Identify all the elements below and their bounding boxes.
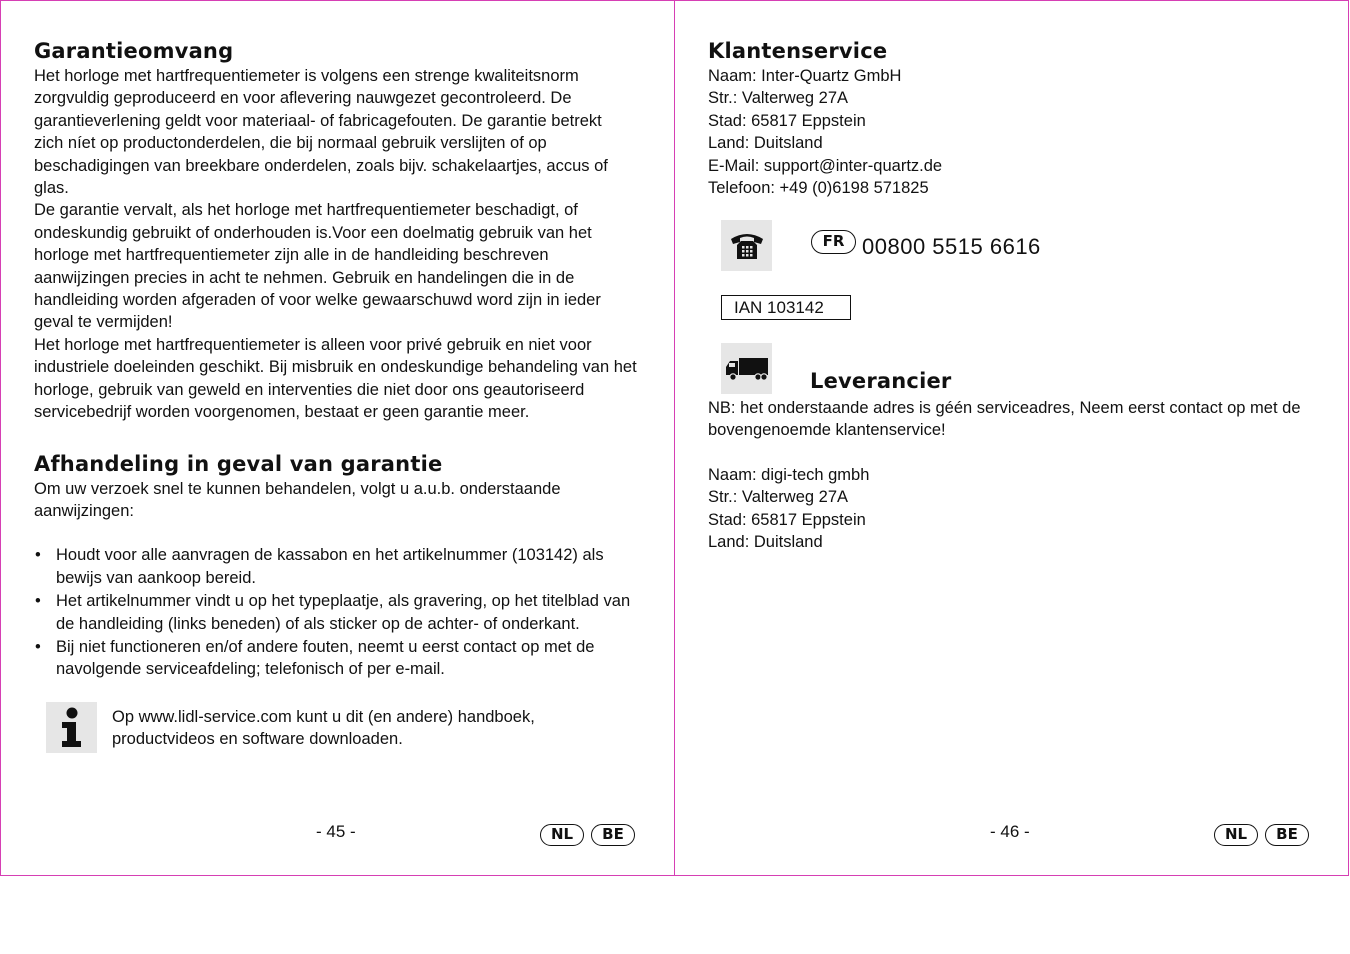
ian-number: IAN 103142 (721, 295, 851, 320)
paragraph-private-use: Het horloge met hartfrequentiemeter is alleen voor privé gebruik en niet voor industriele doeleinden geschikt. Bij misbruik en ondeskundige behandeling van het horloge, gebruik van geweld en interventies die niet door ons geautoriseerd servicebedrijf worden voorgenomen, bestaat er geen garantie meer. (34, 335, 637, 422)
left-page (0, 0, 675, 876)
truck-icon (721, 343, 772, 394)
heading-leverancier: Leverancier (810, 369, 952, 393)
country-badge-fr: FR (811, 230, 856, 254)
paragraph-warranty-void: De garantie vervalt, als het horloge met hartfrequentiemeter beschadigt, of ondeskundig gebruikt of onderhouden is.Voor een doelmatig gebruik van het horloge met hartfrequentiemeter zijn alle in de handleiding beschreven aanwijzingen precies in acht te nehmen. Gebruik en handelingen die in de handleiding worden afgeraden of voor welke gewaarschuwd word zijn in ieder geval te vermijden! (34, 201, 601, 332)
heading-garantieomvang: Garantieomvang (34, 39, 234, 63)
bullet-icon: • (35, 592, 41, 611)
page-number: - 46 - (990, 822, 1030, 841)
country-badge-be: BE (591, 824, 635, 846)
page-number: - 45 - (316, 822, 356, 841)
list-item: • Het artikelnummer vindt u op het typeplaatje, als gravering, op het titelblad van de handleiding (links beneden) of als sticker op de achter- of onderkant. (35, 592, 631, 633)
country-badge-nl: NL (540, 824, 584, 846)
list-item: • Houdt voor alle aanvragen de kassabon en het artikelnummer (103142) als bewijs van aankoop bereid. (35, 546, 604, 587)
heading-klantenservice: Klantenservice (708, 39, 888, 63)
list-item: • Bij niet functioneren en/of andere fouten, neemt u eerst contact op met de navolgende serviceafdeling; telefonisch of per e-mail. (35, 637, 595, 679)
supplier-note: NB: het onderstaande adres is géén serviceadres, Neem eerst contact op met de bovengenoemde klantenservice! (708, 399, 1301, 440)
telephone-icon (721, 220, 772, 271)
instructions-list (34, 544, 642, 680)
bullet-icon: • (35, 637, 41, 656)
country-badge-be: BE (1265, 824, 1309, 846)
paragraph-warranty-scope: Het horloge met hartfrequentiemeter is volgens een strenge kwaliteitsnorm zorgvuldig geproduceerd en voor aflevering nauwgezet gecontroleerd. De garantieverlening geldt voor materiaal- of fabricagefouten. De garantie betrekt zich níet op productonderdelen, die bij normaal gebruik verslijten of op beschadigingen van breekbare onderdelen, zoals bijv. schakelaartjes, accus of glas. (34, 67, 608, 198)
info-icon (46, 702, 97, 753)
left-content (34, 37, 642, 682)
heading-afhandeling: Afhandeling in geval van garantie (34, 451, 443, 476)
contact-details: Naam: Inter-Quartz GmbH Str.: Valterweg 27A Stad: 65817 Eppstein Land: Duitsland E-Mail: support@inter-quartz.de Telefoon: +49 (0)6198 571825 (708, 67, 943, 198)
paragraph-instructions-intro: Om uw verzoek snel te kunnen behandelen, volgt u a.u.b. onderstaande aanwijzingen: (34, 479, 561, 520)
service-phone-number: 00800 5515 6616 (862, 234, 1041, 259)
bullet-icon: • (35, 546, 41, 565)
info-text: Op www.lidl-service.com kunt u dit (en andere) handboek, productvideos en software downloaden. (112, 708, 535, 749)
supplier-address: Naam: digi-tech gmbh Str.: Valterweg 27A Stad: 65817 Eppstein Land: Duitsland (708, 466, 870, 552)
country-badge-nl: NL (1214, 824, 1258, 846)
right-content (708, 37, 1316, 199)
right-page (674, 0, 1349, 876)
